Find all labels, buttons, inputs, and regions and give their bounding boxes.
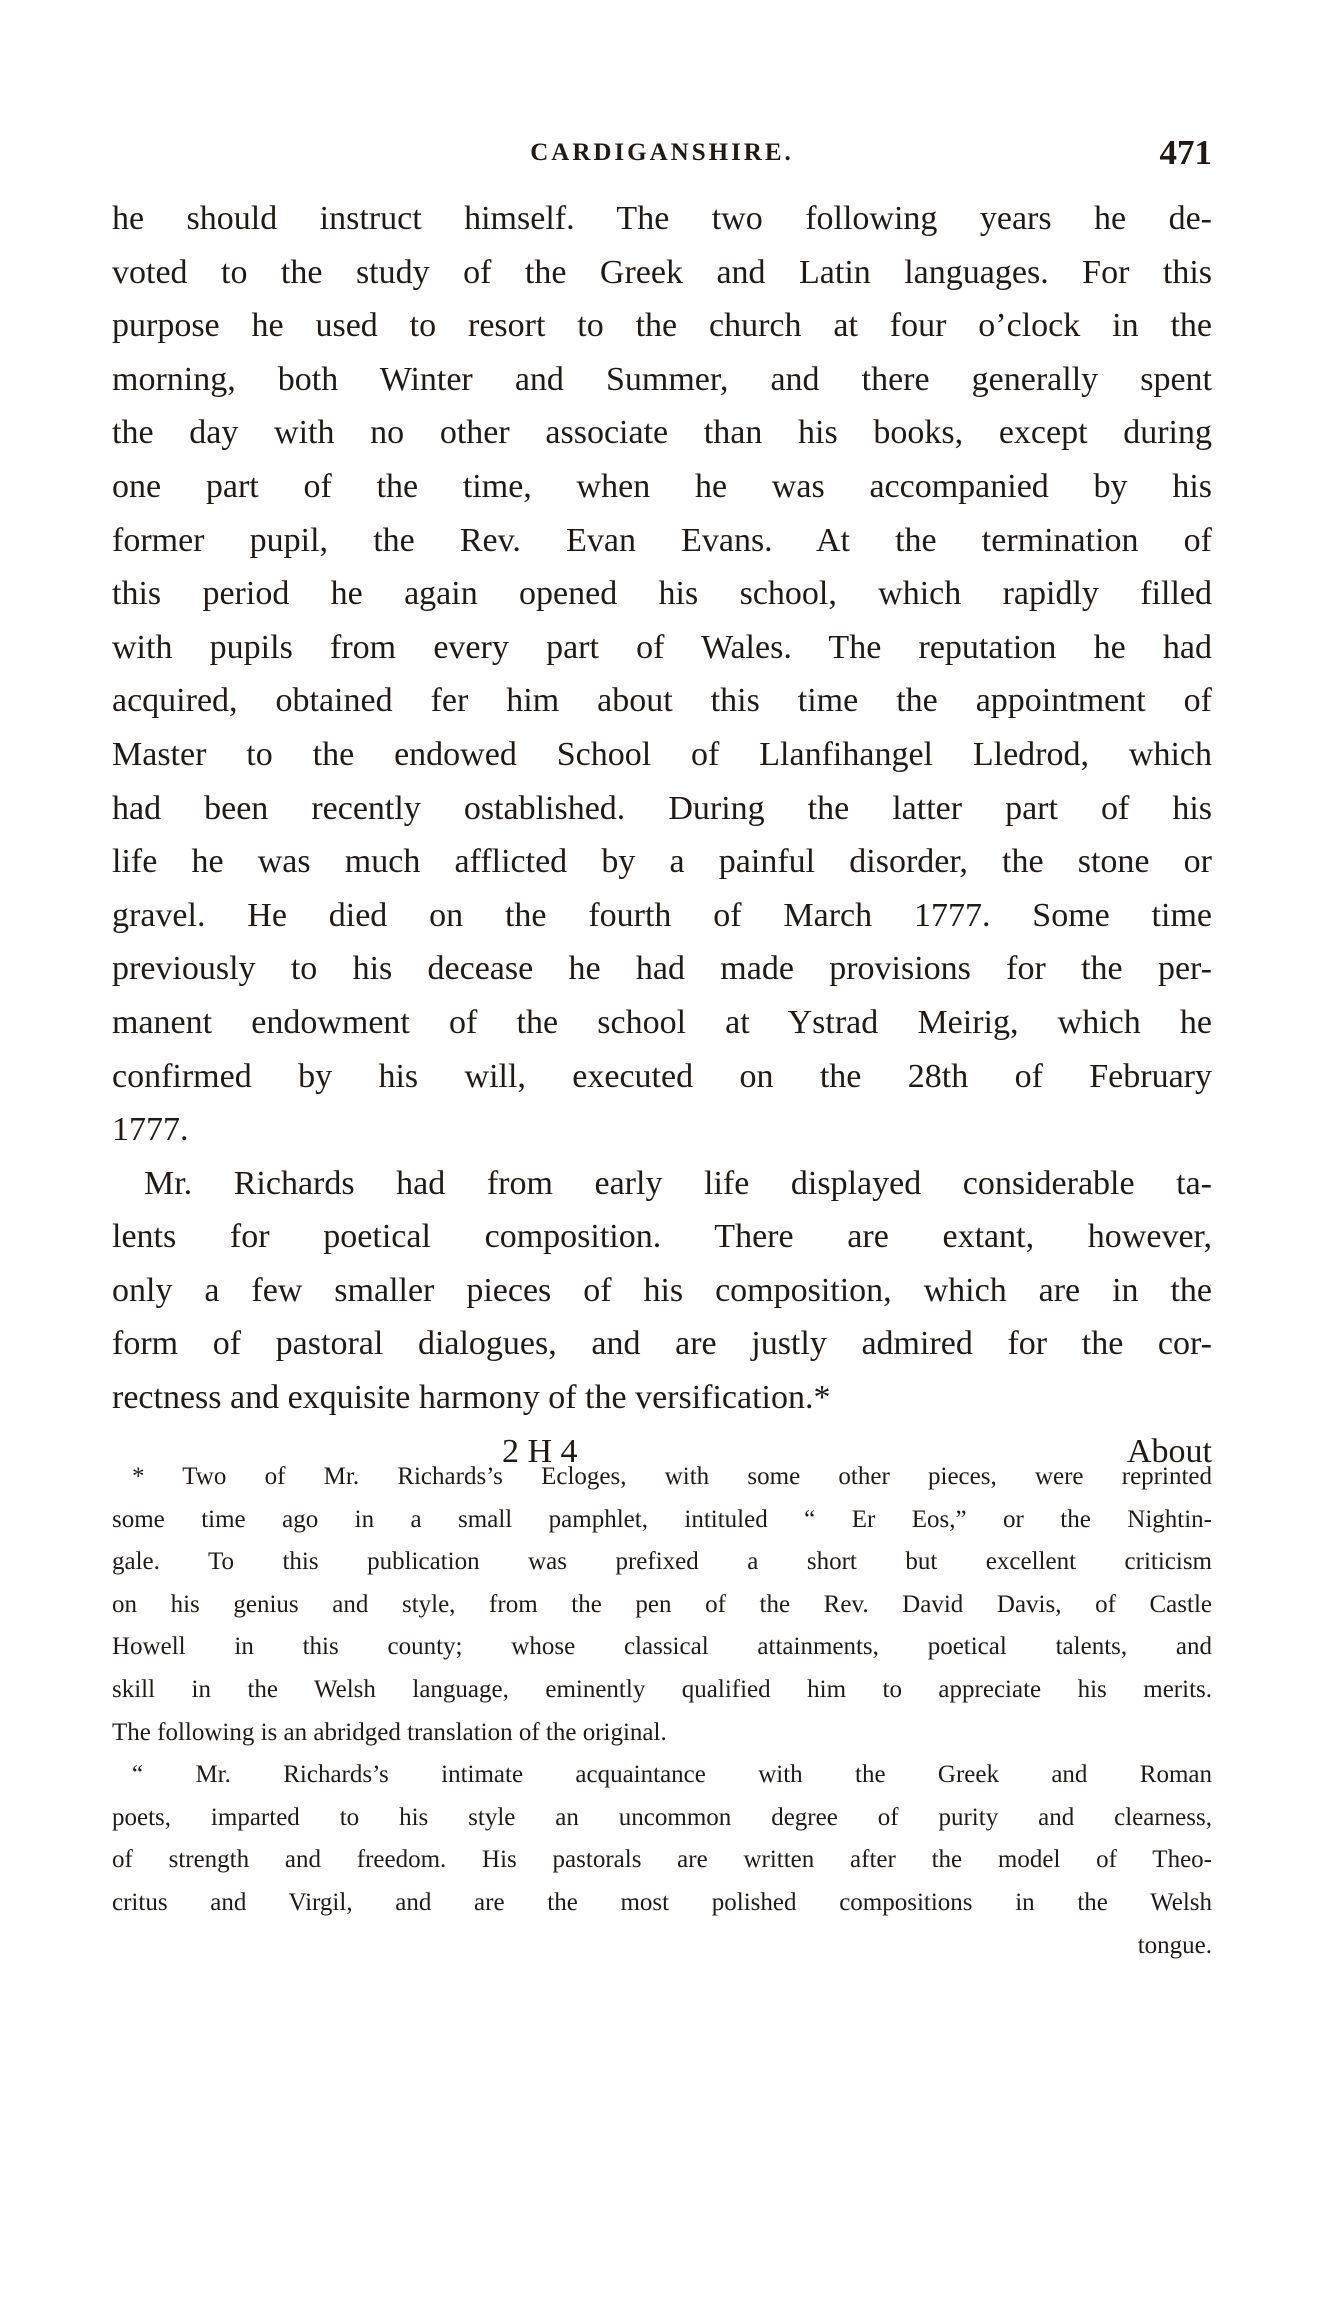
footnote-line: of strength and freedom. His pastorals are written after the model of Theo- [112, 1846, 1212, 1874]
footnote-catchword: tongue. [1137, 1931, 1212, 1959]
footnote-line: on his genius and style, from the pen of the Rev. David Davis, of Castle [112, 1590, 1212, 1618]
footnote-line: The following is an abridged translation of the original. [112, 1718, 667, 1746]
body-line: with pupils from every part of Wales. The reputation he had [112, 628, 1212, 666]
body-line: had been recently ostablished. During the latter part of his [112, 789, 1212, 827]
body-line: life he was much afflicted by a painful disorder, the stone or [112, 843, 1212, 881]
body-line: former pupil, the Rev. Evan Evans. At the termination of [112, 521, 1212, 559]
body-line: the day with no other associate than his books, except during [112, 414, 1212, 452]
body-text [112, 192, 1212, 1478]
footnote-line: some time ago in a small pamphlet, intituled “ Er Eos,” or the Nightin- [112, 1505, 1212, 1533]
body-line: only a few smaller pieces of his composition, which are in the [112, 1271, 1212, 1309]
footnote-line: critus and Virgil, and are the most polished compositions in the Welsh [112, 1888, 1212, 1916]
body-line: this period he again opened his school, which rapidly filled [112, 575, 1212, 613]
body-line: confirmed by his will, executed on the 28th of February [112, 1057, 1212, 1095]
running-title: CARDIGANSHIRE. [530, 139, 794, 166]
page-number: 471 [1159, 133, 1212, 172]
footnote-line: gale. To this publication was prefixed a short but excellent criticism [112, 1548, 1212, 1576]
footnote-line: “ Mr. Richards’s intimate acquaintance with the Greek and Roman [132, 1761, 1212, 1789]
footnote-line: Howell in this county; whose classical attainments, poetical talents, and [112, 1633, 1212, 1661]
body-line: gravel. He died on the fourth of March 1777. Some time [112, 896, 1212, 934]
body-line: previously to his decease he had made provisions for the per- [112, 950, 1212, 988]
footnotes [112, 1456, 1212, 1967]
body-line: manent endowment of the school at Ystrad Meirig, which he [112, 1003, 1212, 1041]
body-line: purpose he used to resort to the church at four o’clock in the [112, 307, 1212, 345]
signature-mark: 2 H 4 [502, 1432, 578, 1470]
body-line: 1777. [112, 1111, 189, 1149]
body-line: Master to the endowed School of Llanfihangel Lledrod, which [112, 735, 1212, 773]
footnote-line: skill in the Welsh language, eminently qualified him to appreciate his merits. [112, 1675, 1212, 1703]
body-line: voted to the study of the Greek and Latin languages. For this [112, 253, 1212, 291]
body-line: form of pastoral dialogues, and are justly admired for the cor- [112, 1325, 1212, 1363]
body-line: acquired, obtained fer him about this time the appointment of [112, 682, 1212, 720]
body-line: rectness and exquisite harmony of the versification.* [112, 1379, 831, 1417]
body-line: lents for poetical composition. There are extant, however, [112, 1218, 1212, 1256]
body-line: Mr. Richards had from early life displayed considerable ta- [144, 1164, 1212, 1202]
footnote-line: poets, imparted to his style an uncommon degree of purity and clearness, [112, 1803, 1212, 1831]
body-line: he should instruct himself. The two following years he de- [112, 200, 1212, 237]
running-head [112, 128, 1212, 178]
body-line: morning, both Winter and Summer, and there generally spent [112, 360, 1212, 398]
footnote-line: * Two of Mr. Richards’s Ecloges, with some other pieces, were reprinted [132, 1463, 1212, 1490]
body-line: one part of the time, when he was accompanied by his [112, 467, 1212, 505]
catchword: About [1127, 1432, 1212, 1470]
